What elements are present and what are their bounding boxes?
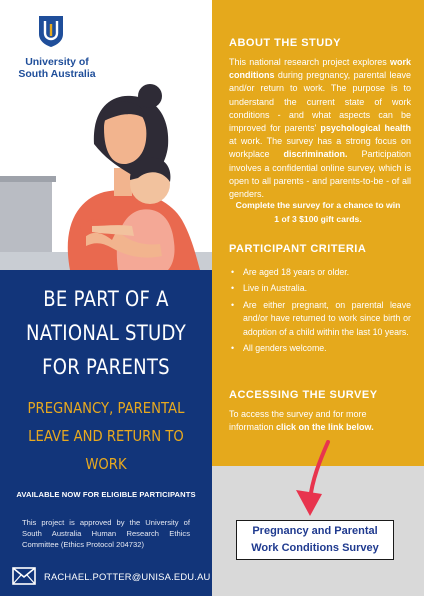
criteria-item: • Are aged 18 years or older.: [229, 266, 411, 279]
survey-link-button[interactable]: Pregnancy and Parental Work Conditions Survey: [236, 520, 394, 560]
access-text: To access the survey and for more information click on the link below.: [229, 409, 374, 433]
criteria-item: • Live in Australia.: [229, 282, 411, 295]
availability-text: AVAILABLE NOW FOR ELIGIBLE PARTICIPANTS: [16, 490, 196, 499]
prize-text: Complete the survey for a chance to win 1 of 3 $100 gift cards.: [235, 200, 401, 224]
hero-title: BE PART OF A NATIONAL STUDY FOR PARENTS: [26, 287, 186, 379]
ethics-statement: This project is approved by the University of South Australia Human Research Ethics Committee (Ethics Protocol 204732): [22, 518, 190, 550]
contact-email-link[interactable]: RACHAEL.POTTER@UNISA.EDU.AU: [44, 571, 211, 582]
criteria-heading: PARTICIPANT CRITERIA: [229, 243, 367, 255]
hero-subtitle: PREGNANCY, PARENTAL LEAVE AND RETURN TO WORK: [27, 399, 185, 473]
criteria-item: • Are either pregnant, on parental leave and/or have returned to work since birth or adoption of a child within the last 10 years.: [229, 299, 411, 339]
criteria-list: [229, 266, 411, 358]
parent-child-illustration: [0, 60, 212, 270]
access-heading: ACCESSING THE SURVEY: [229, 389, 378, 401]
about-heading: ABOUT THE STUDY: [229, 37, 341, 49]
pointer-arrow-icon: [290, 440, 340, 520]
unisa-logo-icon: [36, 14, 66, 48]
about-paragraph: This national research project explores work conditions during pregnancy, parental leave and/or return to work. The purpose is to understand the current state of work conditions - and what aspects can be improved for parents' psychological health at work. The survey has a strong focus on workplace discrimination. Participation involves a confidential online survey, which is open to all parents - and parents-to-be - of all genders.: [229, 57, 411, 200]
university-name: University of South Australia: [18, 56, 96, 80]
envelope-icon: [12, 567, 36, 585]
criteria-item: • All genders welcome.: [229, 342, 411, 355]
